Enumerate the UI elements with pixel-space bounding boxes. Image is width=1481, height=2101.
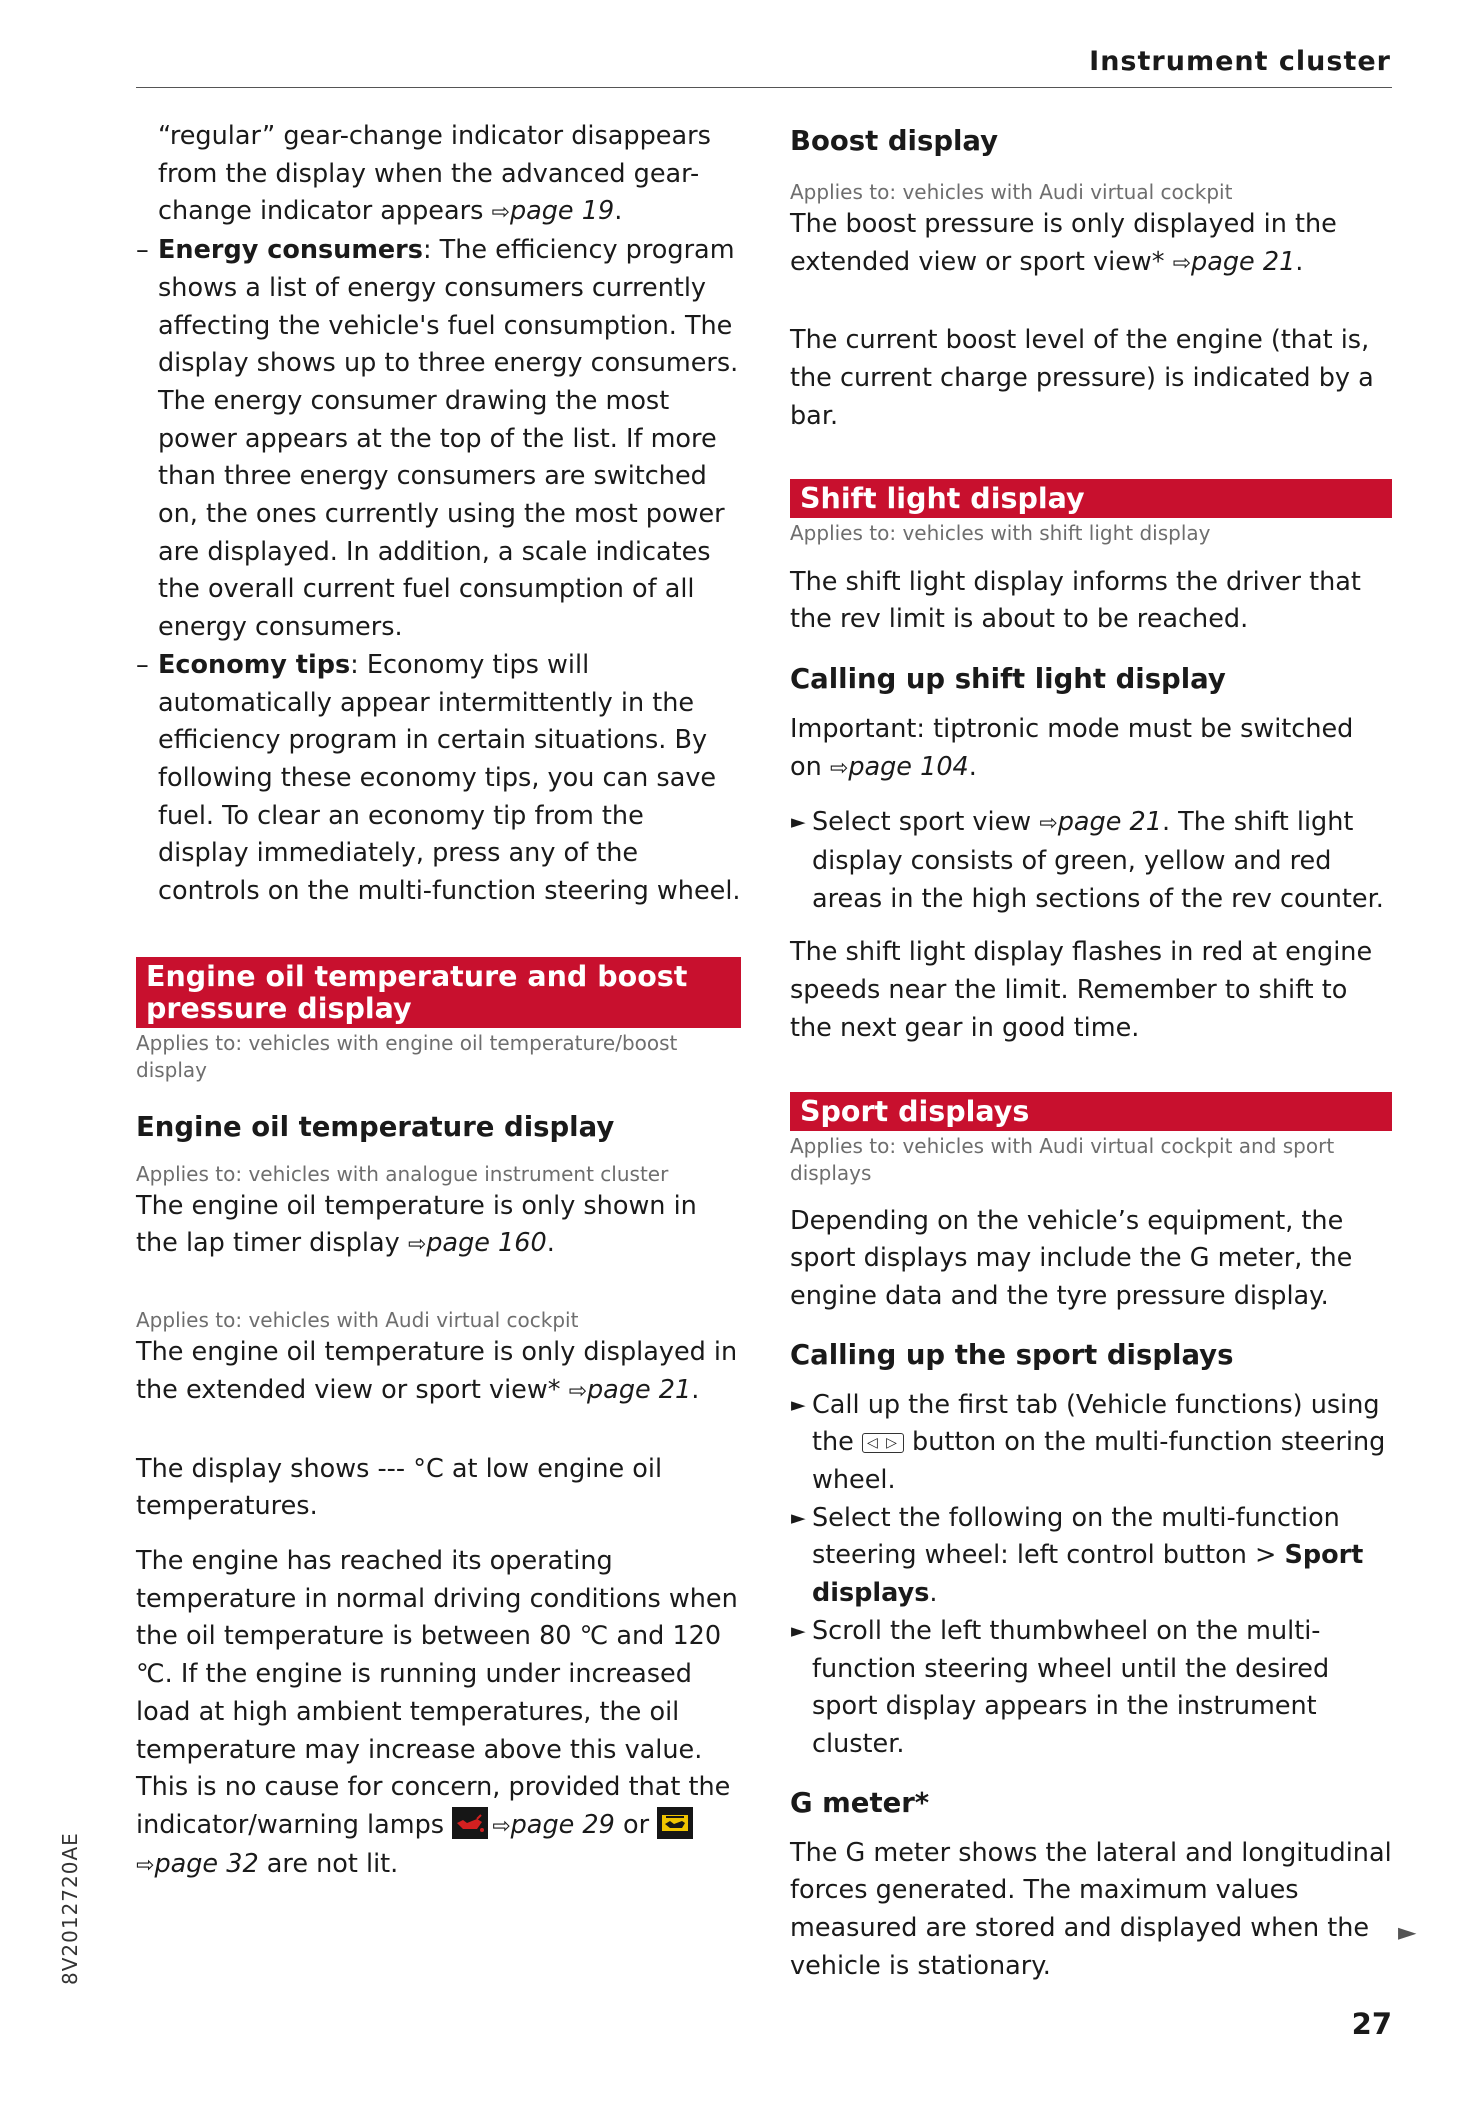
page-ref-arrow-icon: ⇨	[829, 755, 849, 781]
page-ref-arrow-icon: ⇨	[1039, 811, 1058, 837]
shift-flash-paragraph: The shift light display flashes in red at engine speeds near the limit. Remember to shift to the next gear in good time.	[790, 937, 1373, 1043]
page-reference-link[interactable]: page 32	[154, 1848, 259, 1879]
sport-intro-paragraph: Depending on the vehicle’s equipment, the sport displays may include the G meter, the engine data and the tyre pressure display.	[790, 1205, 1353, 1311]
oil-level-warning-lamp-icon	[657, 1807, 693, 1839]
applies-to-note: Applies to: vehicles with engine oil temperature/boost display	[136, 1030, 678, 1082]
section-heading-sport-displays: Sport displays	[790, 1092, 1392, 1131]
page-ref-arrow-icon: ⇨	[1172, 250, 1192, 276]
oil-normal-paragraph: The engine has reached its operating temperature in normal driving conditions when the oil temperature is between 80 ℃ and 120 ℃. If the engine is running under increased load at high ambient temperatures, the oil temperature may increase above this value. This is no cause for concern, provided that the indicator/warning lamps ⇨page 29 or ⇨page 32 are not lit.	[136, 1545, 738, 1879]
section-heading-oil-boost: Engine oil temperature and boost pressure display	[136, 957, 741, 1028]
shift-intro-paragraph: The shift light display informs the driver that the rev limit is about to be reached.	[790, 566, 1361, 635]
applies-to-note: Applies to: vehicles with Audi virtual cockpit	[136, 1308, 579, 1333]
intro-paragraph: “regular” gear-change indicator disappears from the display when the advanced gear-change indicator appears ⇨page 19.	[158, 121, 711, 227]
list-item-energy-consumers: – Energy consumers: The efficiency program shows a list of energy consumers currently affecting the vehicle's fuel consumption. The display shows up to three energy consumers. The energy consumer drawing the most power appears at the top of the list. If more than three energy consumers are switched on, the ones currently using the most power are displayed. In addition, a scale indicates the overall current fuel consumption of all energy consumers.	[136, 232, 741, 647]
page-reference-link[interactable]: page 21	[1191, 246, 1296, 277]
page-number: 27	[1351, 2007, 1392, 2041]
page-ref-arrow-icon: ⇨	[491, 200, 510, 226]
applies-to-note: Applies to: vehicles with analogue instrument cluster	[136, 1161, 669, 1186]
step-bullet-icon: ►	[791, 811, 806, 834]
page-reference-link[interactable]: page 104	[848, 751, 969, 782]
g-meter-paragraph: The G meter shows the lateral and longitudinal forces generated. The maximum values measured are stored and displayed when the vehicle is stationary.	[790, 1837, 1392, 1981]
oil-virtual-paragraph: The engine oil temperature is only displayed in the extended view or sport view* ⇨page 21.	[136, 1337, 738, 1405]
step-call-first-tab: ► Call up the first tab (Vehicle functions) using the ◁ ▷ button on the multi-function steering wheel.	[790, 1387, 1392, 1500]
boost-paragraph: The boost pressure is only displayed in the extended view or sport view* ⇨page 21.	[790, 209, 1337, 277]
page-reference-link[interactable]: page 160	[426, 1228, 547, 1259]
right-column	[790, 122, 1392, 1986]
term-sport-displays: Sport displays	[812, 1540, 1364, 1609]
page-reference-link[interactable]: page 21	[1057, 807, 1162, 838]
step-bullet-icon: ►	[791, 1506, 806, 1529]
page-ref-arrow-icon: ⇨	[407, 1232, 427, 1258]
step-select-sport-view: ► Select sport view ⇨page 21. The shift light display consists of green, yellow and red areas in the high sections of the rev counter.	[790, 804, 1392, 918]
term-economy-tips: Economy tips	[158, 649, 351, 680]
oil-pressure-lamp-icon	[452, 1807, 488, 1839]
dash-icon: –	[136, 649, 149, 680]
left-column	[136, 118, 741, 1884]
oil-low-paragraph: The display shows --- °C at low engine oil temperatures.	[136, 1453, 663, 1522]
applies-to-note: Applies to: vehicles with Audi virtual cockpit and sport displays	[790, 1133, 1335, 1185]
subheading-boost-display: Boost display	[790, 125, 999, 157]
document-code: 8V2012720AE	[58, 1832, 82, 1985]
subheading-oil-temperature: Engine oil temperature display	[136, 1110, 615, 1143]
header-divider	[136, 87, 1392, 88]
page-ref-arrow-icon: ⇨	[492, 1813, 511, 1839]
dash-icon: –	[136, 235, 149, 266]
applies-to-note: Applies to: vehicles with Audi virtual cockpit	[790, 180, 1233, 204]
tab-switch-button-icon: ◁ ▷	[862, 1433, 904, 1453]
subheading-g-meter: G meter*	[790, 1786, 930, 1819]
oil-lap-paragraph: The engine oil temperature is only shown in the lap timer display ⇨page 160.	[136, 1190, 697, 1259]
page-reference-link[interactable]: page 29	[510, 1809, 615, 1840]
applies-to-note: Applies to: vehicles with shift light display	[790, 520, 1211, 545]
step-select-sport-displays: ► Select the following on the multi-function steering wheel: left control button > Sport displays.	[790, 1500, 1392, 1613]
step-scroll-thumbwheel: ► Scroll the left thumbwheel on the multi-function steering wheel until the desired sport display appears in the instrument cluster.	[790, 1613, 1392, 1764]
continue-arrow-icon: ►	[1398, 1918, 1417, 1946]
list-item-economy-tips: – Economy tips: Economy tips will automatically appear intermittently in the efficiency program in certain situations. By following these economy tips, you can save fuel. To clear an economy tip from the display immediately, press any of the controls on the multi-function steering wheel.	[136, 647, 741, 911]
page-reference-link[interactable]: page 19	[509, 196, 615, 227]
step-bullet-icon: ►	[791, 1393, 806, 1416]
subheading-calling-up-shift-light: Calling up shift light display	[790, 662, 1226, 695]
page-ref-arrow-icon: ⇨	[568, 1378, 587, 1404]
shift-important-paragraph: Important: tiptronic mode must be switched on ⇨page 104.	[790, 713, 1354, 782]
subheading-calling-up-sport-displays: Calling up the sport displays	[790, 1338, 1234, 1371]
page-header-title: Instrument cluster	[1089, 46, 1391, 77]
page-ref-arrow-icon: ⇨	[136, 1852, 155, 1878]
term-energy-consumers: Energy consumers	[158, 235, 423, 266]
step-bullet-icon: ►	[791, 1619, 806, 1642]
section-heading-shift-light: Shift light display	[790, 479, 1392, 518]
page-reference-link[interactable]: page 21	[587, 1374, 692, 1405]
boost-level-paragraph: The current boost level of the engine (that is, the current charge pressure) is indicated by a bar.	[790, 325, 1374, 431]
